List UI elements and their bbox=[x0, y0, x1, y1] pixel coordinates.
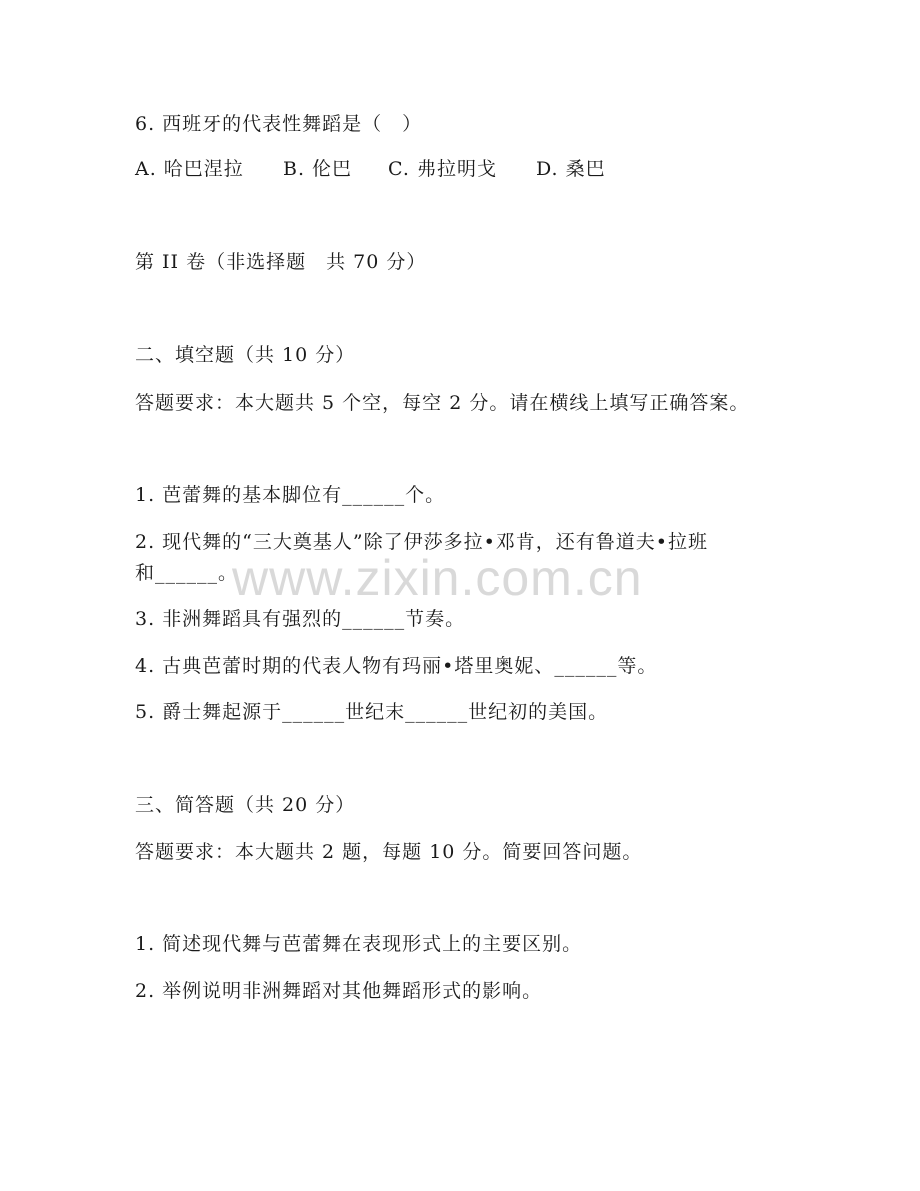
watermark: www.zixin.com.cn bbox=[232, 550, 643, 606]
fill-item-3: 3. 非洲舞蹈具有强烈的______节奏。 bbox=[135, 608, 466, 630]
question-6-stem: 6. 西班牙的代表性舞蹈是（ ） bbox=[135, 113, 423, 135]
fill-item-2-continued: 和______。 bbox=[135, 562, 239, 584]
fill-item-4: 4. 古典芭蕾时期的代表人物有玛丽•塔里奥妮、______等。 bbox=[135, 655, 658, 677]
fill-section-heading: 二、填空题（共 10 分） bbox=[135, 344, 356, 366]
option-a: A. 哈巴涅拉 bbox=[135, 158, 244, 180]
question-6-options bbox=[135, 157, 606, 181]
short-item-1: 1. 简述现代舞与芭蕾舞在表现形式上的主要区别。 bbox=[135, 933, 583, 955]
fill-item-1: 1. 芭蕾舞的基本脚位有______个。 bbox=[135, 484, 446, 506]
fill-section-instruction: 答题要求：本大题共 5 个空，每空 2 分。请在横线上填写正确答案。 bbox=[135, 392, 750, 414]
fill-item-5: 5. 爵士舞起源于______世纪末______世纪初的美国。 bbox=[135, 701, 609, 723]
part2-heading: 第 II 卷（非选择题 共 70 分） bbox=[135, 251, 427, 273]
option-d: D. 桑巴 bbox=[536, 158, 606, 180]
fill-item-2: 2. 现代舞的“三大奠基人”除了伊莎多拉•邓肯，还有鲁道夫•拉班 bbox=[135, 531, 709, 553]
short-section-heading: 三、简答题（共 20 分） bbox=[135, 794, 356, 816]
short-section-instruction: 答题要求：本大题共 2 题，每题 10 分。简要回答问题。 bbox=[135, 841, 643, 863]
option-b: B. 伦巴 bbox=[283, 158, 353, 180]
short-item-2: 2. 举例说明非洲舞蹈对其他舞蹈形式的影响。 bbox=[135, 980, 543, 1002]
option-c: C. 弗拉明戈 bbox=[388, 158, 497, 180]
